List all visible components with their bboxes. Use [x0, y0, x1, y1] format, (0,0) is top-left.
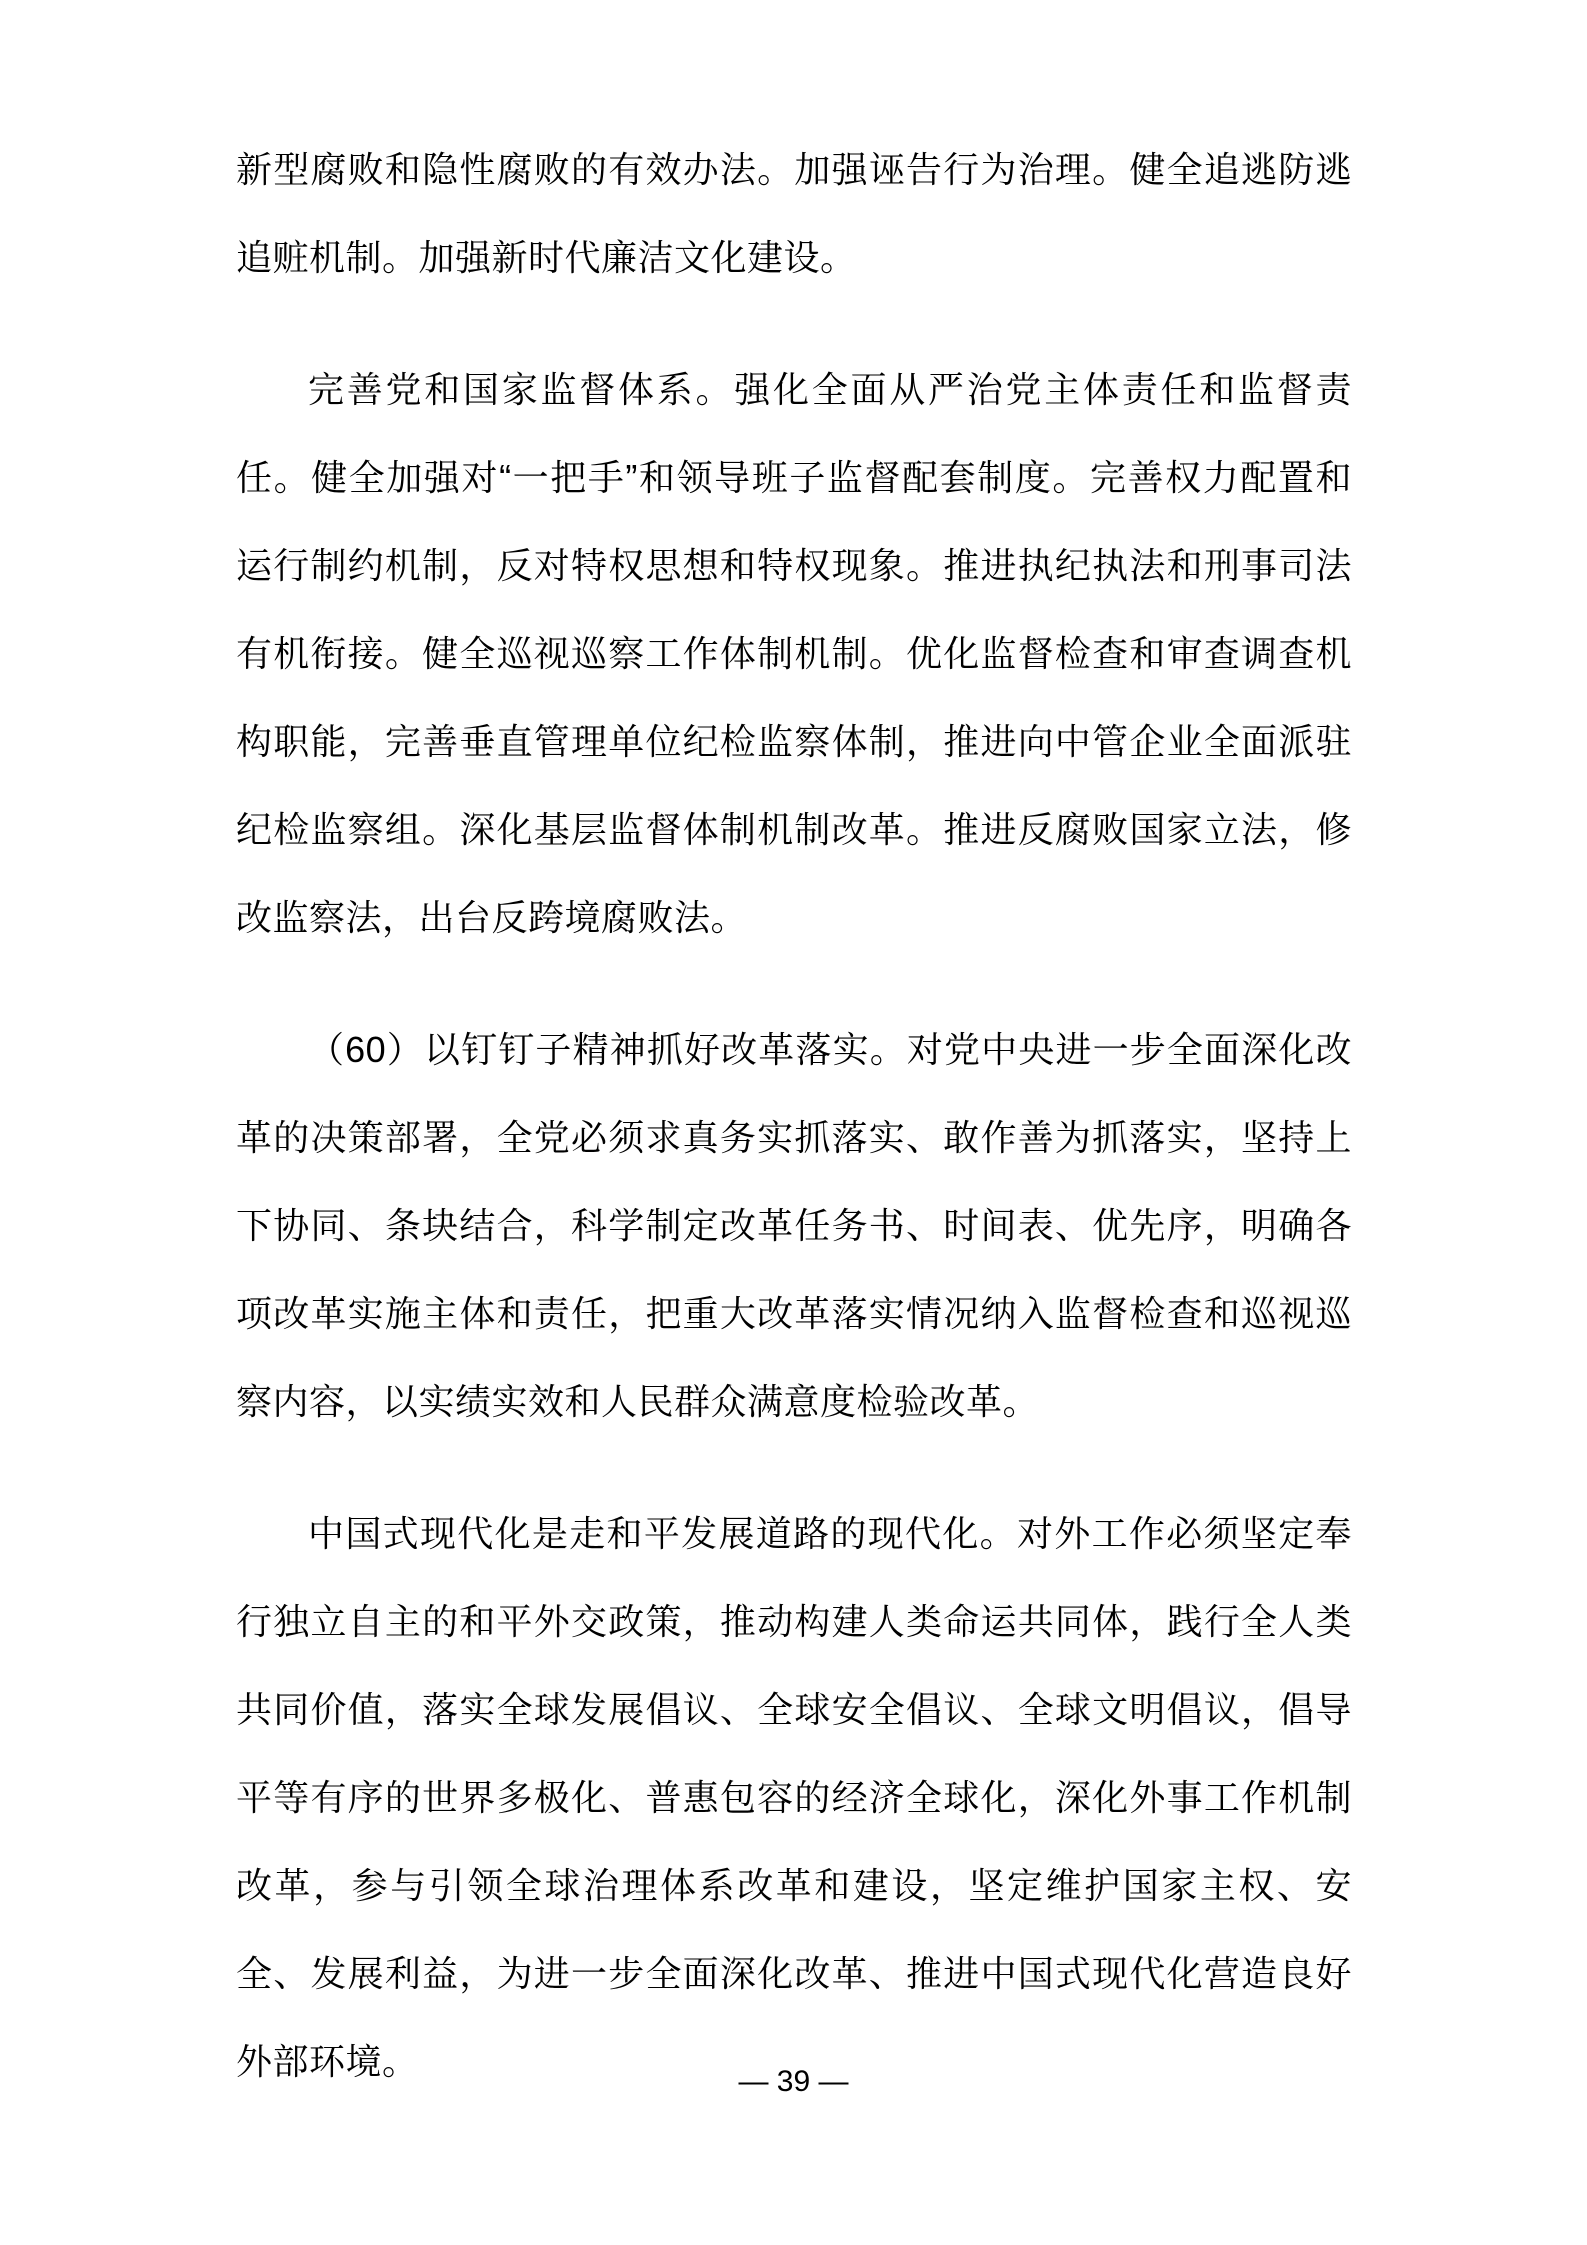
body-paragraph-3: （60）以钉钉子精神抓好改革落实。对党中央进一步全面深化改革的决策部署，全党必须求真务实抓落实、敢作善为抓落实，坚持上下协同、条块结合，科学制定改革任务书、时间表、优先序，明确各项改革实施主体和责任，把重大改革落实情况纳入监督检查和巡视巡察内容，以实绩实效和人民群众满意度检验改革。: [236, 1029, 1352, 1422]
body-paragraph-4: 中国式现代化是走和平发展道路的现代化。对外工作必须坚定奉行独立自主的和平外交政策，推动构建人类命运共同体，践行全人类共同价值，落实全球发展倡议、全球安全倡议、全球文明倡议，倡导平等有序的世界多极化、普惠包容的经济全球化，深化外事工作机制改革，参与引领全球治理体系改革和建设，坚定维护国家主权、安全、发展利益，为进一步全面深化改革、推进中国式现代化营造良好外部环境。: [236, 1513, 1352, 2082]
page-number: — 39 —: [738, 2065, 849, 2098]
body-paragraph-2: 完善党和国家监督体系。强化全面从严治党主体责任和监督责任。健全加强对“一把手”和领导班子监督配套制度。完善权力配置和运行制约机制，反对特权思想和特权现象。推进执纪执法和刑事司法有机衔接。健全巡视巡察工作体制机制。优化监督检查和审查调查机构职能，完善垂直管理单位纪检监察体制，推进向中管企业全面派驻纪检监察组。深化基层监督体制机制改革。推进反腐败国家立法，修改监察法，出台反跨境腐败法。: [236, 369, 1352, 938]
document-body: [236, 126, 1352, 2150]
body-paragraph-1: 新型腐败和隐性腐败的有效办法。加强诬告行为治理。健全追逃防逃追赃机制。加强新时代廉洁文化建设。: [236, 149, 1352, 278]
